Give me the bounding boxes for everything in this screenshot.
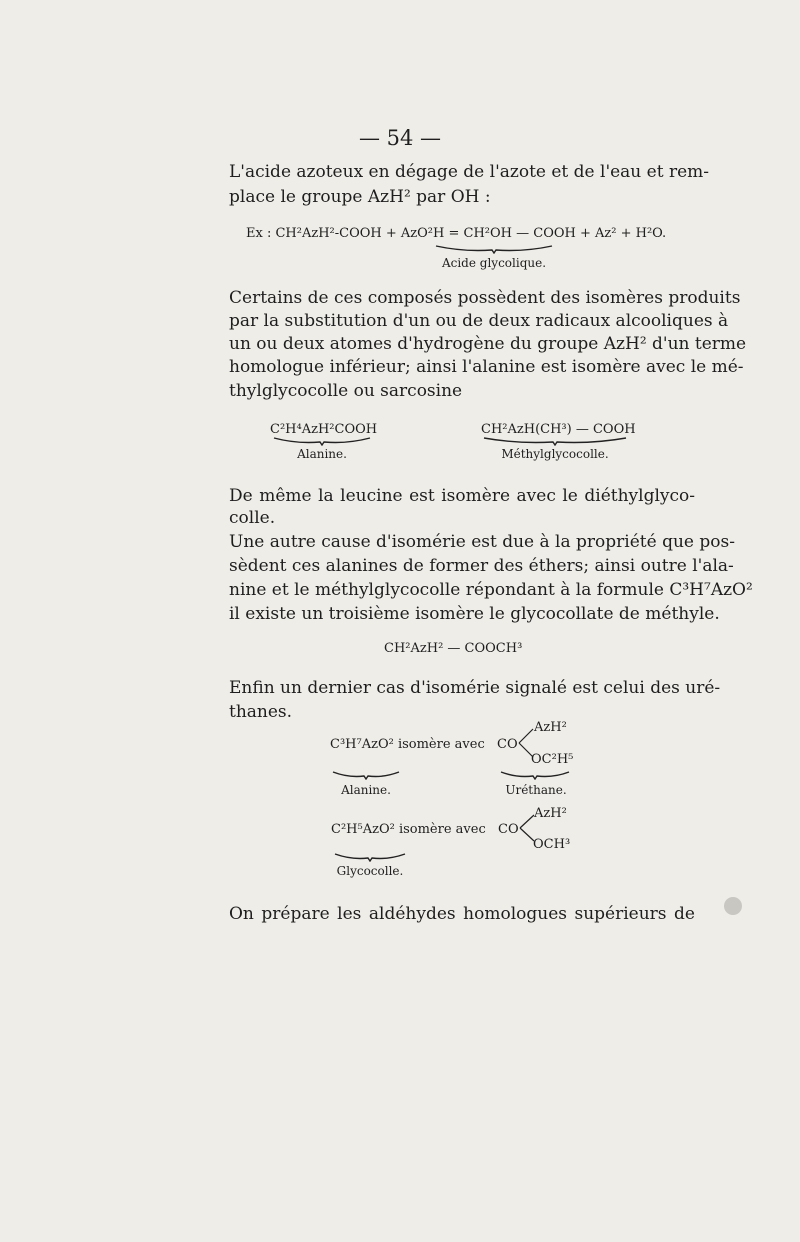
caption-glycolic: Acide glycolique. bbox=[441, 256, 547, 270]
para2-line2: par la substitution d'un ou de deux radicaux alcooliques à bbox=[229, 311, 729, 331]
para3-line1: De même la leucine est isomère avec le diéthylglyco- bbox=[229, 486, 695, 506]
iso2-top: AzH² bbox=[534, 806, 567, 821]
iso1-top: AzH² bbox=[534, 720, 567, 735]
formula-methylglycocolle: CH²AzH(CH³) — COOH bbox=[481, 422, 636, 437]
brace-iso2 bbox=[333, 852, 407, 862]
para2-line4: homologue inférieur; ainsi l'alanine est isomère avec le mé- bbox=[229, 357, 744, 377]
para4-line3: nine et le méthylglycocolle répondant à la formule C³H⁷AzO² bbox=[229, 580, 753, 600]
iso1-formula: C³H⁷AzO² isomère avec bbox=[330, 737, 485, 752]
brace-alanine bbox=[272, 436, 372, 446]
iso2-co: CO bbox=[498, 822, 519, 837]
para3-line2: colle. bbox=[229, 508, 276, 528]
para1-line2: place le groupe AzH² par OH : bbox=[229, 187, 491, 207]
caption-iso2-glycocolle: Glycocolle. bbox=[336, 864, 404, 878]
caption-methylglycocolle: Méthylglycocolle. bbox=[501, 447, 609, 461]
iso2-formula: C²H⁵AzO² isomère avec bbox=[331, 822, 486, 837]
caption-iso1-alanine: Alanine. bbox=[341, 783, 391, 797]
caption-alanine: Alanine. bbox=[297, 447, 347, 461]
para4-line4: il existe un troisième isomère le glycocollate de méthyle. bbox=[229, 604, 720, 624]
formula-glycocollate: CH²AzH² — COOCH³ bbox=[384, 641, 523, 656]
brace-glycolic bbox=[434, 244, 554, 254]
para4-line2: sèdent ces alanines de former des éthers; ainsi outre l'ala- bbox=[229, 556, 734, 576]
caption-iso1-urethane: Uréthane. bbox=[505, 783, 567, 797]
iso2-bottom: OCH³ bbox=[533, 837, 571, 852]
brace-iso1-left bbox=[331, 770, 401, 780]
para4-line1: Une autre cause d'isomérie est due à la propriété que pos- bbox=[229, 532, 735, 552]
para2-line3: un ou deux atomes d'hydrogène du groupe AzH² d'un terme bbox=[229, 334, 747, 354]
para6-line1: On prépare les aldéhydes homologues supérieurs de bbox=[229, 904, 695, 924]
formula-alanine: C²H⁴AzH²COOH bbox=[270, 422, 378, 437]
iso1-bottom: OC²H⁵ bbox=[531, 752, 574, 767]
page-spot bbox=[724, 897, 742, 915]
para5-line1: Enfin un dernier cas d'isomérie signalé est celui des uré- bbox=[229, 678, 721, 698]
iso1-co: CO bbox=[497, 737, 518, 752]
para1-line1: L'acide azoteux en dégage de l'azote et de l'eau et rem- bbox=[229, 162, 710, 182]
brace-methylglycocolle bbox=[482, 436, 628, 446]
page-number: — 54 — bbox=[358, 126, 442, 150]
equation-glycolic: Ex : CH²AzH²-COOH + AzO²H = CH²OH — COOH + Az² + H²O. bbox=[246, 226, 667, 241]
para2-line5: thylglycocolle ou sarcosine bbox=[229, 381, 463, 401]
brace-iso1-right bbox=[499, 770, 571, 780]
para5-line2: thanes. bbox=[229, 702, 293, 722]
para2-line1: Certains de ces composés possèdent des isomères produits bbox=[229, 288, 741, 308]
